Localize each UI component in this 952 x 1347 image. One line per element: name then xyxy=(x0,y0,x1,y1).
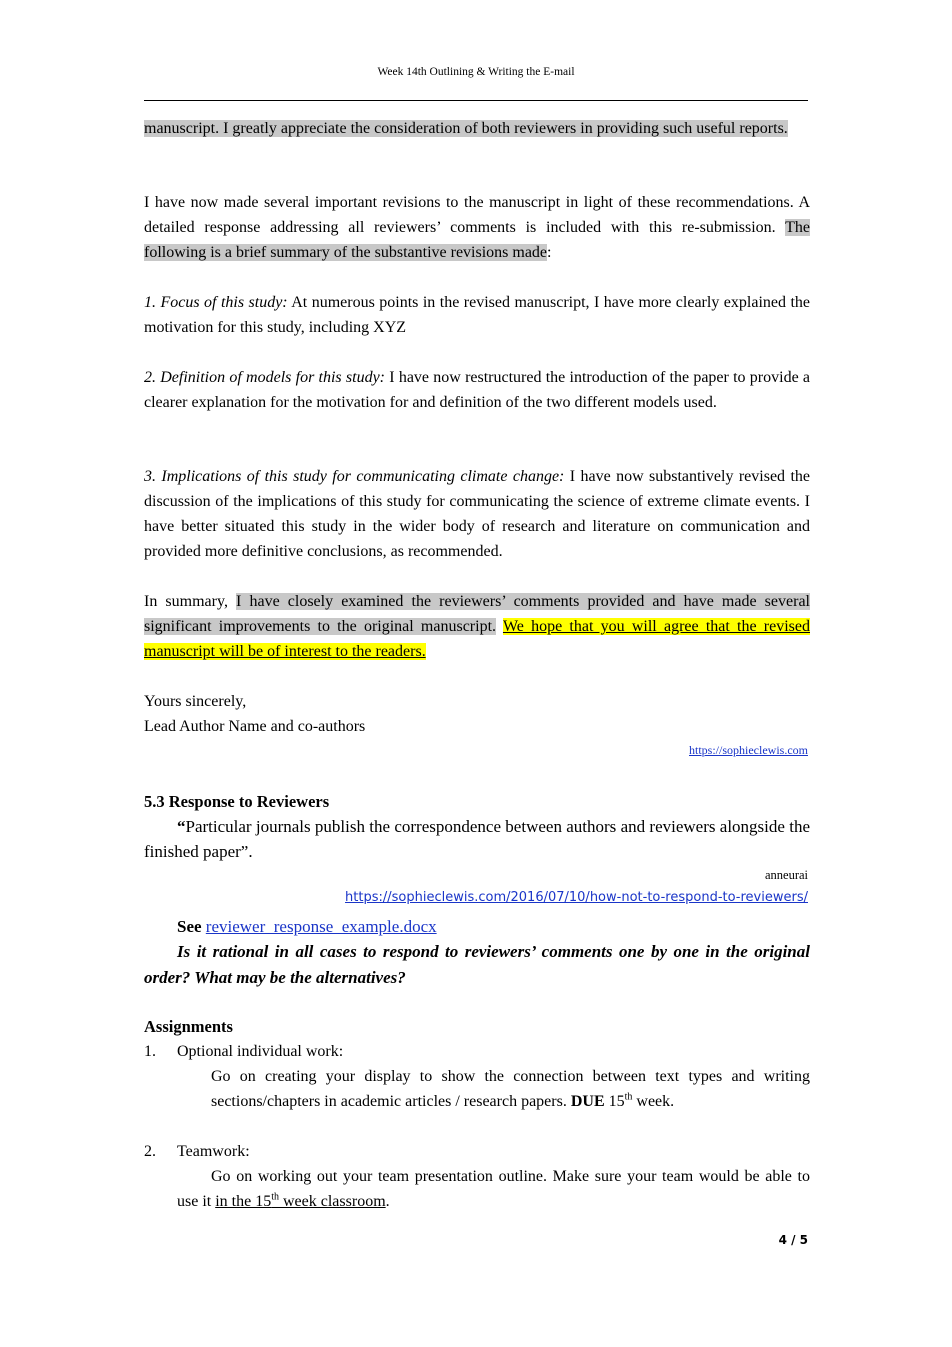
quote-mark: “ xyxy=(177,817,186,836)
header-rule xyxy=(144,100,808,101)
see-label: See xyxy=(177,917,206,936)
source-link[interactable]: https://sophieclewis.com xyxy=(689,743,808,757)
revisions-tail: : xyxy=(547,244,552,261)
item-label: 2. Definition of models for this study: xyxy=(144,369,386,386)
see-line xyxy=(177,914,810,940)
superscript: th xyxy=(271,1191,279,1203)
assignment-2-text xyxy=(177,1164,810,1214)
closing-line: Yours sincerely, xyxy=(144,693,247,710)
classroom-underlined xyxy=(215,1193,385,1210)
discussion-question xyxy=(144,939,810,991)
paragraph-summary xyxy=(144,589,810,664)
section-title xyxy=(144,789,810,815)
revision-item-1 xyxy=(144,290,810,340)
due-number: 15 xyxy=(604,1093,625,1110)
assignments-heading: Assignments xyxy=(144,1017,233,1036)
highlighted-text: I have closely examined the reviewers’ comments provided and have made several significant improvements to the original manuscript. xyxy=(144,593,810,635)
revision-item-2 xyxy=(144,365,810,415)
superscript: th xyxy=(624,1091,633,1103)
assignment-1 xyxy=(144,1039,810,1064)
space xyxy=(496,618,503,635)
assignment-text: Go on creating your display to show the connection between text types and writing sections/chapters in academic articles / research papers. xyxy=(211,1068,810,1110)
quote-paragraph xyxy=(144,814,810,864)
due-week: week. xyxy=(636,1093,675,1110)
revision-item-3 xyxy=(144,464,810,564)
assignment-title: Optional individual work: xyxy=(177,1043,344,1060)
quote-attribution: anneurai xyxy=(764,868,808,882)
underlined-text: week classroom xyxy=(279,1193,386,1210)
signature-line: Lead Author Name and co-authors xyxy=(144,718,366,735)
highlighted-text: manuscript. I greatly appreciate the consideration of both reviewers in providing such useful reports. xyxy=(144,120,788,137)
assignments-title xyxy=(144,1014,810,1040)
assignment-2 xyxy=(144,1139,810,1164)
assignment-text: Go on working out your team presentation outline. Make sure your team would be able to use it xyxy=(177,1168,810,1210)
page-header: Week 14th Outlining & Writing the E-mail xyxy=(377,66,575,78)
item-text: I have now restructured the introduction of the paper to provide a clearer explanation for the motivation for and definition of the two different models used. xyxy=(144,369,811,411)
assignment-1-text xyxy=(211,1064,810,1114)
paragraph-revisions xyxy=(144,190,810,265)
item-text: I have now substantively revised the discussion of the implications of this study for communicating the science of extreme climate events. I have better situated this study in the wider body of research and literature on communication and provided more definitive conclusions, as recommended. xyxy=(144,468,810,560)
item-text: At numerous points in the revised manuscript, I have more clearly explained the motivation for this study, including XYZ xyxy=(144,294,811,336)
item-label: 3. Implications of this study for communicating climate change: xyxy=(144,468,565,485)
section-heading: 5.3 Response to Reviewers xyxy=(144,792,330,811)
list-number: 2. xyxy=(144,1143,156,1160)
summary-lead: In summary, xyxy=(144,593,237,610)
paragraph-acknowledgement xyxy=(144,116,810,141)
closing xyxy=(144,689,810,739)
docx-link[interactable]: reviewer_response_example.docx xyxy=(205,917,437,936)
question-text: Is it rational in all cases to respond to reviewers’ comments one by one in the original order? What may be the alternatives? xyxy=(144,942,810,987)
article-link[interactable]: https://sophieclewis.com/2016/07/10/how-not-to-respond-to-reviewers/ xyxy=(345,890,808,905)
due-label: DUE xyxy=(570,1093,605,1110)
highlighted-text: The following is a brief summary of the substantive revisions made xyxy=(144,219,810,261)
assignment-title: Teamwork: xyxy=(177,1143,250,1160)
yellow-highlight-text: We hope that you will agree that the revised manuscript will be of interest to the readers. xyxy=(144,618,810,660)
item-label: 1. Focus of this study: xyxy=(144,294,288,311)
quote-text: Particular journals publish the correspondence between authors and reviewers alongside the finished paper”. xyxy=(144,817,810,861)
underlined-text: in the 15 xyxy=(215,1193,272,1210)
revisions-text: I have now made several important revisions to the manuscript in light of these recommendations. A detailed response addressing all reviewers’ comments is included with this re-submission. xyxy=(144,194,810,236)
page-number: 4 / 5 xyxy=(778,1233,808,1247)
period: . xyxy=(385,1193,390,1210)
list-number: 1. xyxy=(144,1043,156,1060)
